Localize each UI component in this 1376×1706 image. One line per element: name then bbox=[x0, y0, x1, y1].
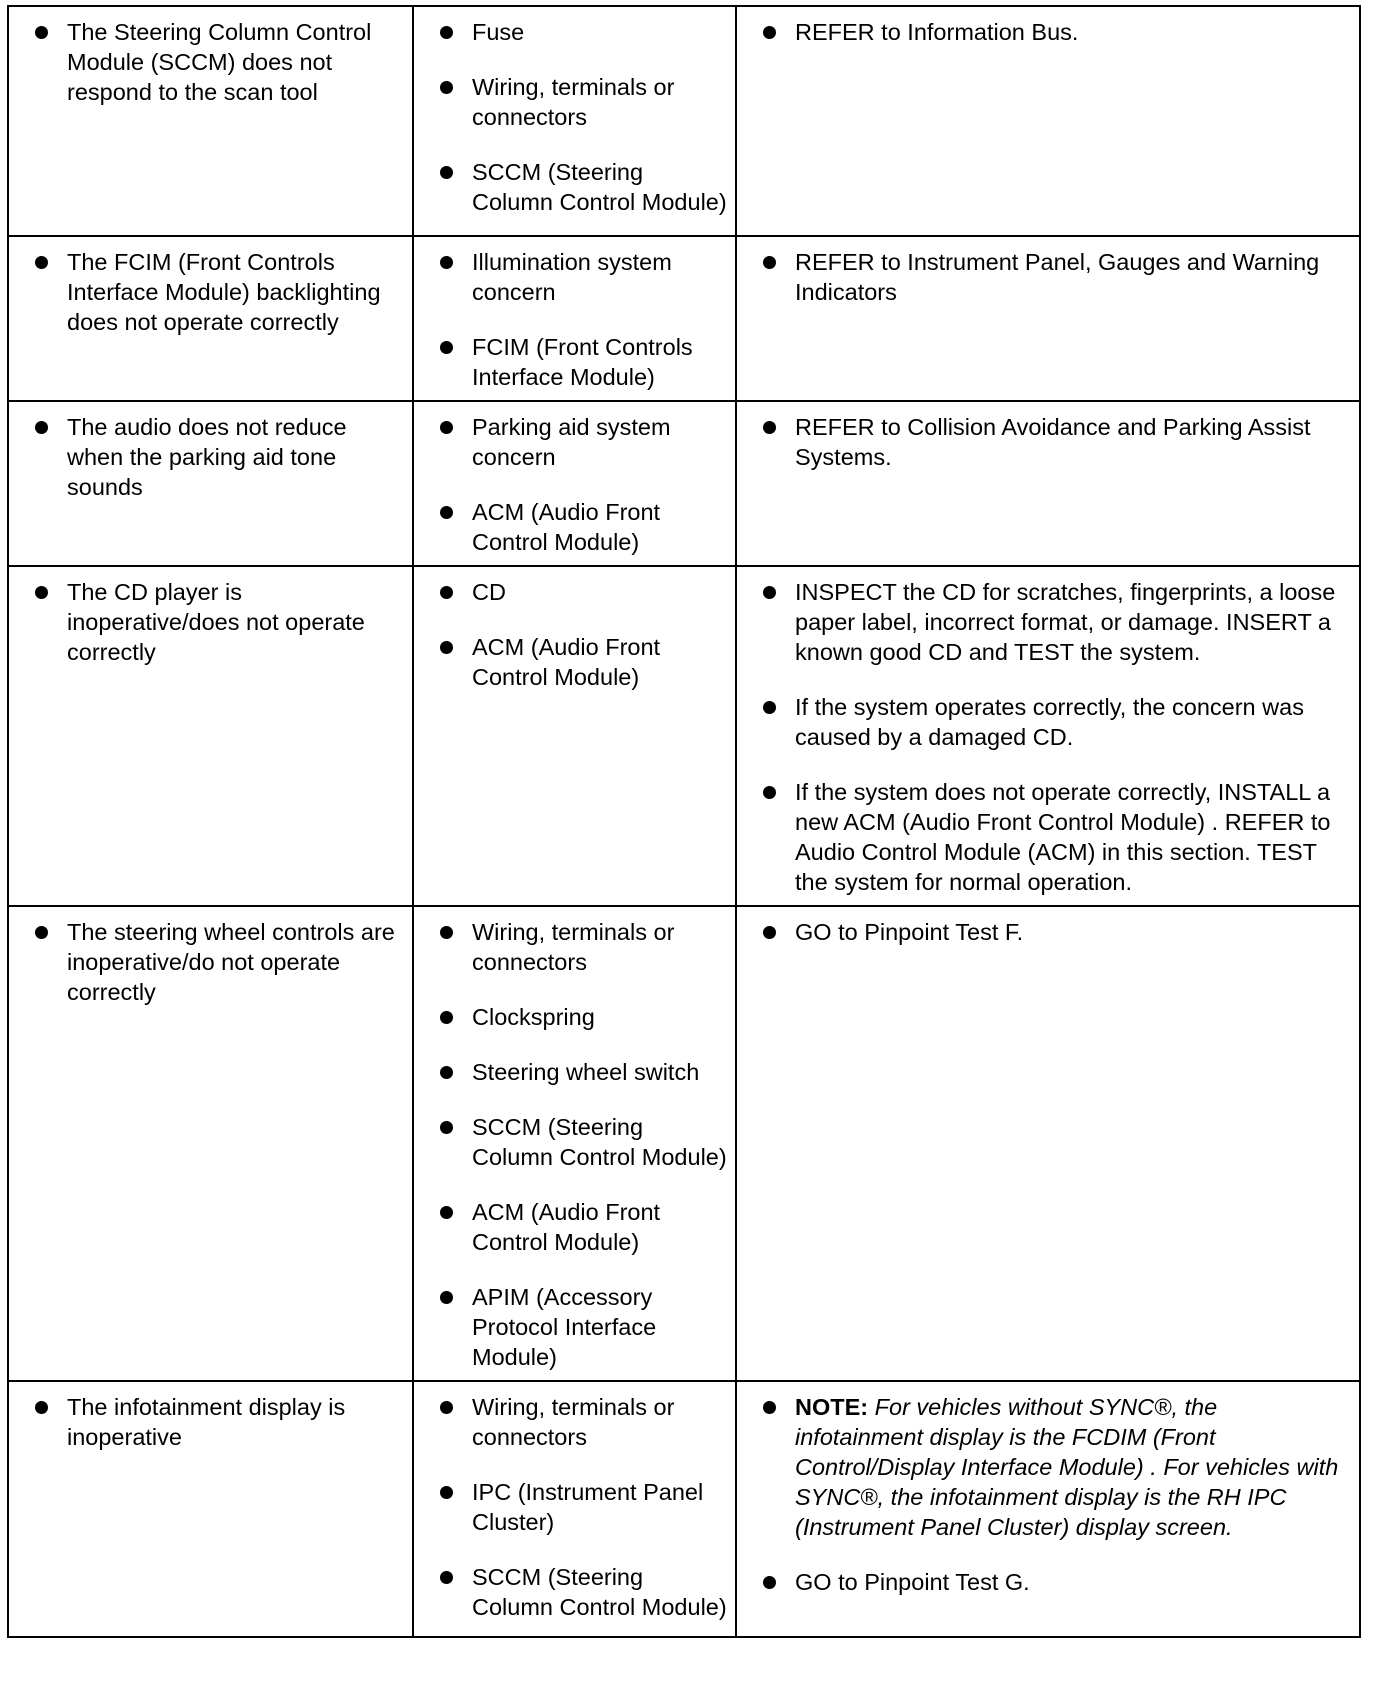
action-item: If the system does not operate correctly, INSTALL a new ACM (Audio Front Control Module) . REFER to Audio Control Module (ACM) in this section. TEST the system for normal operation. bbox=[745, 777, 1351, 897]
source-list bbox=[422, 577, 727, 692]
condition-list bbox=[17, 577, 404, 667]
source-item: SCCM (Steering Column Control Module) bbox=[422, 1112, 727, 1172]
action-list bbox=[745, 247, 1351, 307]
table-row bbox=[8, 566, 1360, 906]
possible-source-cell bbox=[413, 236, 736, 401]
source-item: ACM (Audio Front Control Module) bbox=[422, 632, 727, 692]
source-list bbox=[422, 17, 727, 217]
table-row bbox=[8, 6, 1360, 236]
source-item: Wiring, terminals or connectors bbox=[422, 1392, 727, 1452]
action-list bbox=[745, 17, 1351, 47]
possible-source-cell bbox=[413, 566, 736, 906]
source-list bbox=[422, 1392, 727, 1622]
action-list bbox=[745, 577, 1351, 897]
source-item: SCCM (Steering Column Control Module) bbox=[422, 157, 727, 217]
action-item: REFER to Collision Avoidance and Parking Assist Systems. bbox=[745, 412, 1351, 472]
condition-cell bbox=[8, 906, 413, 1381]
action-list bbox=[745, 917, 1351, 947]
action-item: REFER to Instrument Panel, Gauges and Warning Indicators bbox=[745, 247, 1351, 307]
action-cell bbox=[736, 906, 1360, 1381]
note-text: For vehicles without SYNC®, the infotainment display is the FCDIM (Front Control/Display Interface Module) . For vehicles with SYNC®, the infotainment display is the RH IPC (Instrument Panel Cluster) display screen. bbox=[795, 1394, 1339, 1540]
condition-cell bbox=[8, 401, 413, 566]
source-item: Illumination system concern bbox=[422, 247, 727, 307]
possible-source-cell bbox=[413, 1381, 736, 1637]
condition-item: The audio does not reduce when the parking aid tone sounds bbox=[17, 412, 404, 502]
action-item: REFER to Information Bus. bbox=[745, 17, 1351, 47]
condition-item: The infotainment display is inoperative bbox=[17, 1392, 404, 1452]
note-label: NOTE: bbox=[795, 1394, 869, 1420]
source-item: ACM (Audio Front Control Module) bbox=[422, 1197, 727, 1257]
source-list bbox=[422, 412, 727, 557]
source-item: Steering wheel switch bbox=[422, 1057, 727, 1087]
source-item: APIM (Accessory Protocol Interface Module) bbox=[422, 1282, 727, 1372]
condition-list bbox=[17, 412, 404, 502]
condition-list bbox=[17, 1392, 404, 1452]
action-item: INSPECT the CD for scratches, fingerprints, a loose paper label, incorrect format, or damage. INSERT a known good CD and TEST the system. bbox=[745, 577, 1351, 667]
condition-item: The FCIM (Front Controls Interface Module) backlighting does not operate correctly bbox=[17, 247, 404, 337]
condition-cell bbox=[8, 566, 413, 906]
source-item: IPC (Instrument Panel Cluster) bbox=[422, 1477, 727, 1537]
source-item: Clockspring bbox=[422, 1002, 727, 1032]
source-item: Wiring, terminals or connectors bbox=[422, 917, 727, 977]
possible-source-cell bbox=[413, 6, 736, 236]
action-item: If the system operates correctly, the concern was caused by a damaged CD. bbox=[745, 692, 1351, 752]
condition-item: The Steering Column Control Module (SCCM) does not respond to the scan tool bbox=[17, 17, 404, 107]
action-cell bbox=[736, 236, 1360, 401]
table-row bbox=[8, 236, 1360, 401]
source-list bbox=[422, 917, 727, 1372]
note-item bbox=[745, 1392, 1351, 1542]
possible-source-cell bbox=[413, 401, 736, 566]
possible-source-cell bbox=[413, 906, 736, 1381]
action-cell bbox=[736, 401, 1360, 566]
action-cell bbox=[736, 6, 1360, 236]
condition-cell bbox=[8, 236, 413, 401]
action-cell bbox=[736, 566, 1360, 906]
condition-list bbox=[17, 17, 404, 107]
source-item: FCIM (Front Controls Interface Module) bbox=[422, 332, 727, 392]
source-item: Fuse bbox=[422, 17, 727, 47]
condition-cell bbox=[8, 1381, 413, 1637]
condition-item: The CD player is inoperative/does not operate correctly bbox=[17, 577, 404, 667]
condition-item: The steering wheel controls are inoperative/do not operate correctly bbox=[17, 917, 404, 1007]
table-row bbox=[8, 401, 1360, 566]
symptom-chart-table bbox=[7, 5, 1361, 1638]
table-row bbox=[8, 1381, 1360, 1637]
action-cell bbox=[736, 1381, 1360, 1637]
source-item: Wiring, terminals or connectors bbox=[422, 72, 727, 132]
action-list bbox=[745, 1392, 1351, 1597]
table-row bbox=[8, 906, 1360, 1381]
source-item: Parking aid system concern bbox=[422, 412, 727, 472]
source-item: CD bbox=[422, 577, 727, 607]
condition-list bbox=[17, 247, 404, 337]
source-item: ACM (Audio Front Control Module) bbox=[422, 497, 727, 557]
condition-cell bbox=[8, 6, 413, 236]
action-item: GO to Pinpoint Test F. bbox=[745, 917, 1351, 947]
source-item: SCCM (Steering Column Control Module) bbox=[422, 1562, 727, 1622]
action-list bbox=[745, 412, 1351, 472]
action-item: GO to Pinpoint Test G. bbox=[745, 1567, 1351, 1597]
condition-list bbox=[17, 917, 404, 1007]
source-list bbox=[422, 247, 727, 392]
